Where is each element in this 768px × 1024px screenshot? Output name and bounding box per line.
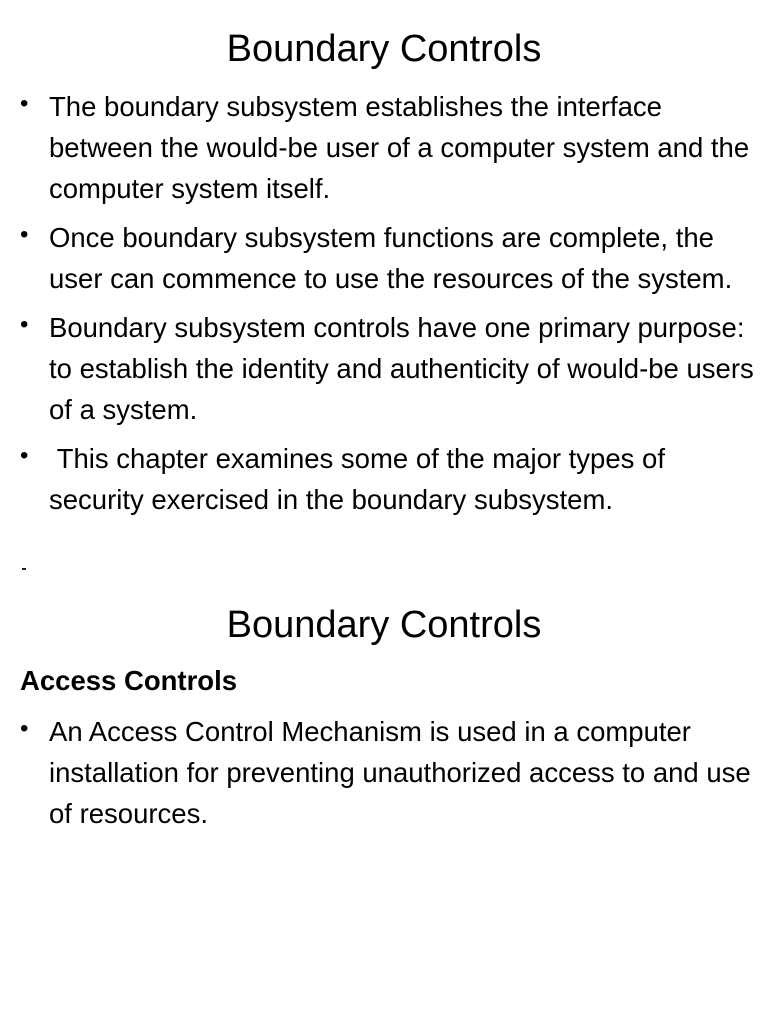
bullet-text: Once boundary subsystem functions are complete, the user can commence to use the resources of the system. — [49, 222, 733, 294]
section-heading: Access Controls — [20, 665, 238, 696]
slide-title: Boundary Controls — [226, 604, 542, 646]
bullet-icon: • — [20, 221, 29, 248]
bullet-item — [20, 438, 760, 520]
bullet-text: The boundary subsystem establishes the interface between the would-be user of a computer system and the computer system itself. — [49, 91, 750, 204]
stray-mark — [22, 568, 26, 570]
bullet-text: Boundary subsystem controls have one primary purpose: to establish the identity and authenticity of would-be users of a system. — [49, 312, 754, 425]
bullet-icon: • — [20, 715, 29, 742]
bullet-item — [20, 86, 760, 209]
bullet-text: An Access Control Mechanism is used in a computer installation for preventing unauthorized access to and use of resources. — [49, 716, 751, 829]
bullet-item — [20, 307, 760, 430]
bullet-item — [20, 217, 760, 299]
bullet-list — [20, 711, 760, 842]
bullet-list — [20, 86, 760, 528]
slide-title: Boundary Controls — [226, 28, 542, 70]
bullet-icon: • — [20, 311, 29, 338]
bullet-icon: • — [20, 442, 29, 469]
slide-boundary-controls-2 — [0, 592, 768, 1024]
bullet-text: This chapter examines some of the major types of security exercised in the boundary subsystem. — [49, 443, 673, 515]
bullet-icon: • — [20, 90, 29, 117]
bullet-item — [20, 711, 760, 834]
